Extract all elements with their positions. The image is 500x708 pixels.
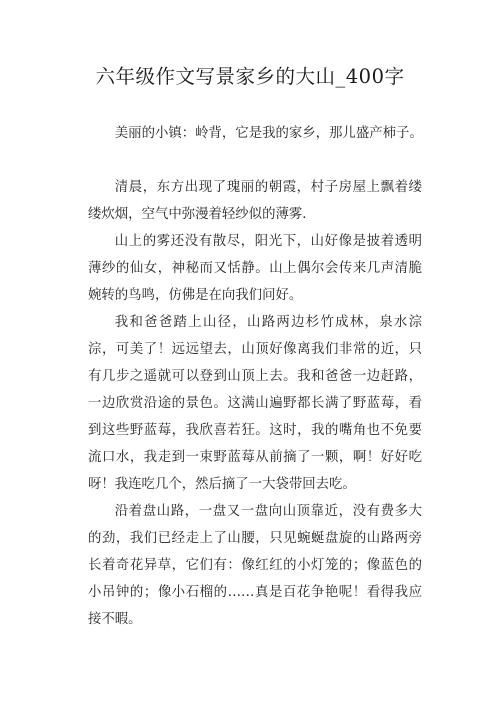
document-title: 六年级作文写景家乡的大山_400字 [95, 65, 405, 88]
paragraph-winding-road: 沿着盘山路，一盘又一盘向山顶靠近，没有费多大的劲，我们已经走上了山腰，只见蜿蜒盘旋的山路两旁长着奇花异草，它们有：像红红的小灯笼的；像蓝色的小吊钟的；像小石榴的……真是百花争艳呢！看得我应接不暇。 [88, 504, 422, 627]
article-body [88, 120, 422, 633]
paragraph-mist: 山上的雾还没有散尽，阳光下，山好像是披着透明薄纱的仙女，神秘而又恬静。山上偶尔会传来几声清脆婉转的鸟鸣，仿佛是在向我们问好。 [88, 234, 422, 303]
paragraph-mountain-path: 我和爸爸踏上山径，山路两边杉竹成林，泉水淙淙，可美了！远远望去，山顶好像离我们非常的近，只有几步之遥就可以登到山顶上去。我和爸爸一边赶路，一边欣赏沿途的景色。这满山遍野都长满了野蓝莓，看到这些野蓝莓，我欣喜若狂。这时，我的嘴角也不免要流口水，我走到一束野蓝莓从前摘了一颗，啊！好好吃呀！我连吃几个，然后摘了一大袋带回去吃。 [88, 315, 422, 492]
paragraph-morning: 清晨，东方出现了瑰丽的朝霞，村子房屋上飘着缕缕炊烟，空气中弥漫着轻纱似的薄雾. [88, 180, 422, 222]
paragraph-intro: 美丽的小镇：岭背，它是我的家乡，那儿盛产柿子。 [114, 126, 423, 141]
